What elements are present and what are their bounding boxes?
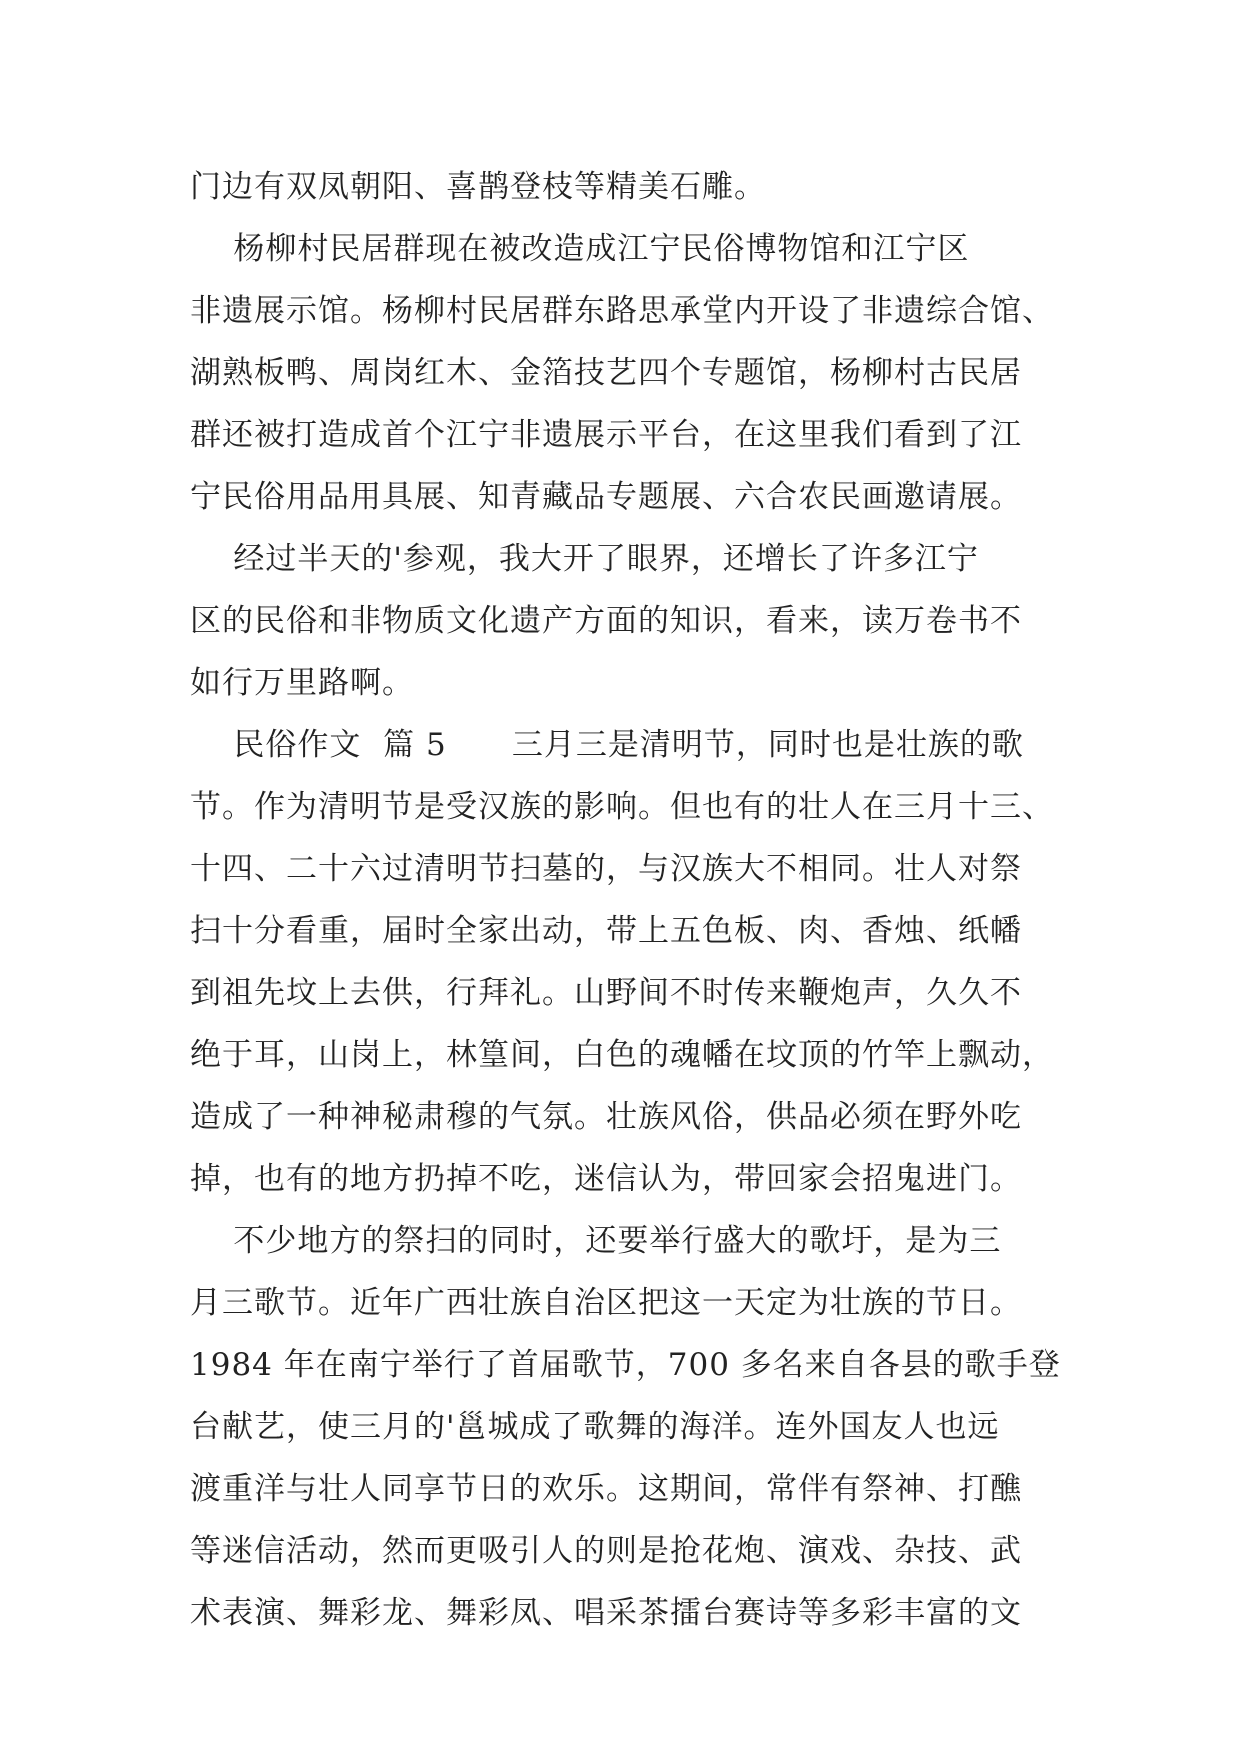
text-line: 造成了一种神秘肃穆的气氛。壮族风俗，供品必须在野外吃 — [190, 1099, 1022, 1135]
text-line: 门边有双凤朝阳、喜鹊登枝等精美石雕。 — [190, 169, 766, 205]
text-line: 十四、二十六过清明节扫墓的，与汉族大不相同。壮人对祭 — [190, 851, 1022, 887]
body-text — [190, 156, 1070, 1644]
text-line: 如行万里路啊。 — [190, 665, 414, 701]
text-line: 湖熟板鸭、周岗红木、金箔技艺四个专题馆，杨柳村古民居 — [190, 355, 1022, 391]
text-line: 渡重洋与壮人同享节日的欢乐。这期间，常伴有祭神、打醮 — [190, 1471, 1022, 1507]
text-line: 非遗展示馆。杨柳村民居群东路思承堂内开设了非遗综合馆、 — [190, 293, 1054, 329]
text-line: 宁民俗用品用具展、知青藏品专题展、六合农民画邀请展。 — [190, 479, 1022, 515]
text-line: 民俗作文 篇 5 三月三是清明节，同时也是壮族的歌 — [190, 727, 1024, 763]
text-line: 杨柳村民居群现在被改造成江宁民俗博物馆和江宁区 — [190, 231, 970, 267]
text-line: 区的民俗和非物质文化遗产方面的知识，看来，读万卷书不 — [190, 603, 1022, 639]
text-line: 月三歌节。近年广西壮族自治区把这一天定为壮族的节日。 — [190, 1285, 1022, 1321]
text-line: 掉，也有的地方扔掉不吃，迷信认为，带回家会招鬼进门。 — [190, 1161, 1022, 1197]
text-line: 台献艺，使三月的'邕城成了歌舞的海洋。连外国友人也远 — [190, 1409, 1000, 1445]
text-line: 等迷信活动，然而更吸引人的则是抢花炮、演戏、杂技、武 — [190, 1533, 1022, 1569]
text-line: 群还被打造成首个江宁非遗展示平台，在这里我们看到了江 — [190, 417, 1022, 453]
text-line: 不少地方的祭扫的同时，还要举行盛大的歌圩，是为三 — [190, 1223, 1002, 1259]
text-line: 经过半天的'参观，我大开了眼界，还增长了许多江宁 — [190, 541, 979, 577]
text-line: 绝于耳，山岗上，林篁间，白色的魂幡在坟顶的竹竿上飘动， — [190, 1037, 1054, 1073]
text-line: 1984 年在南宁举行了首届歌节，700 多名来自各县的歌手登 — [190, 1347, 1061, 1383]
text-line: 术表演、舞彩龙、舞彩凤、唱采茶擂台赛诗等多彩丰富的文 — [190, 1595, 1022, 1631]
text-line: 到祖先坟上去供，行拜礼。山野间不时传来鞭炮声，久久不 — [190, 975, 1022, 1011]
text-line: 扫十分看重，届时全家出动，带上五色板、肉、香烛、纸幡 — [190, 913, 1022, 949]
text-line: 节。作为清明节是受汉族的影响。但也有的壮人在三月十三、 — [190, 789, 1054, 825]
